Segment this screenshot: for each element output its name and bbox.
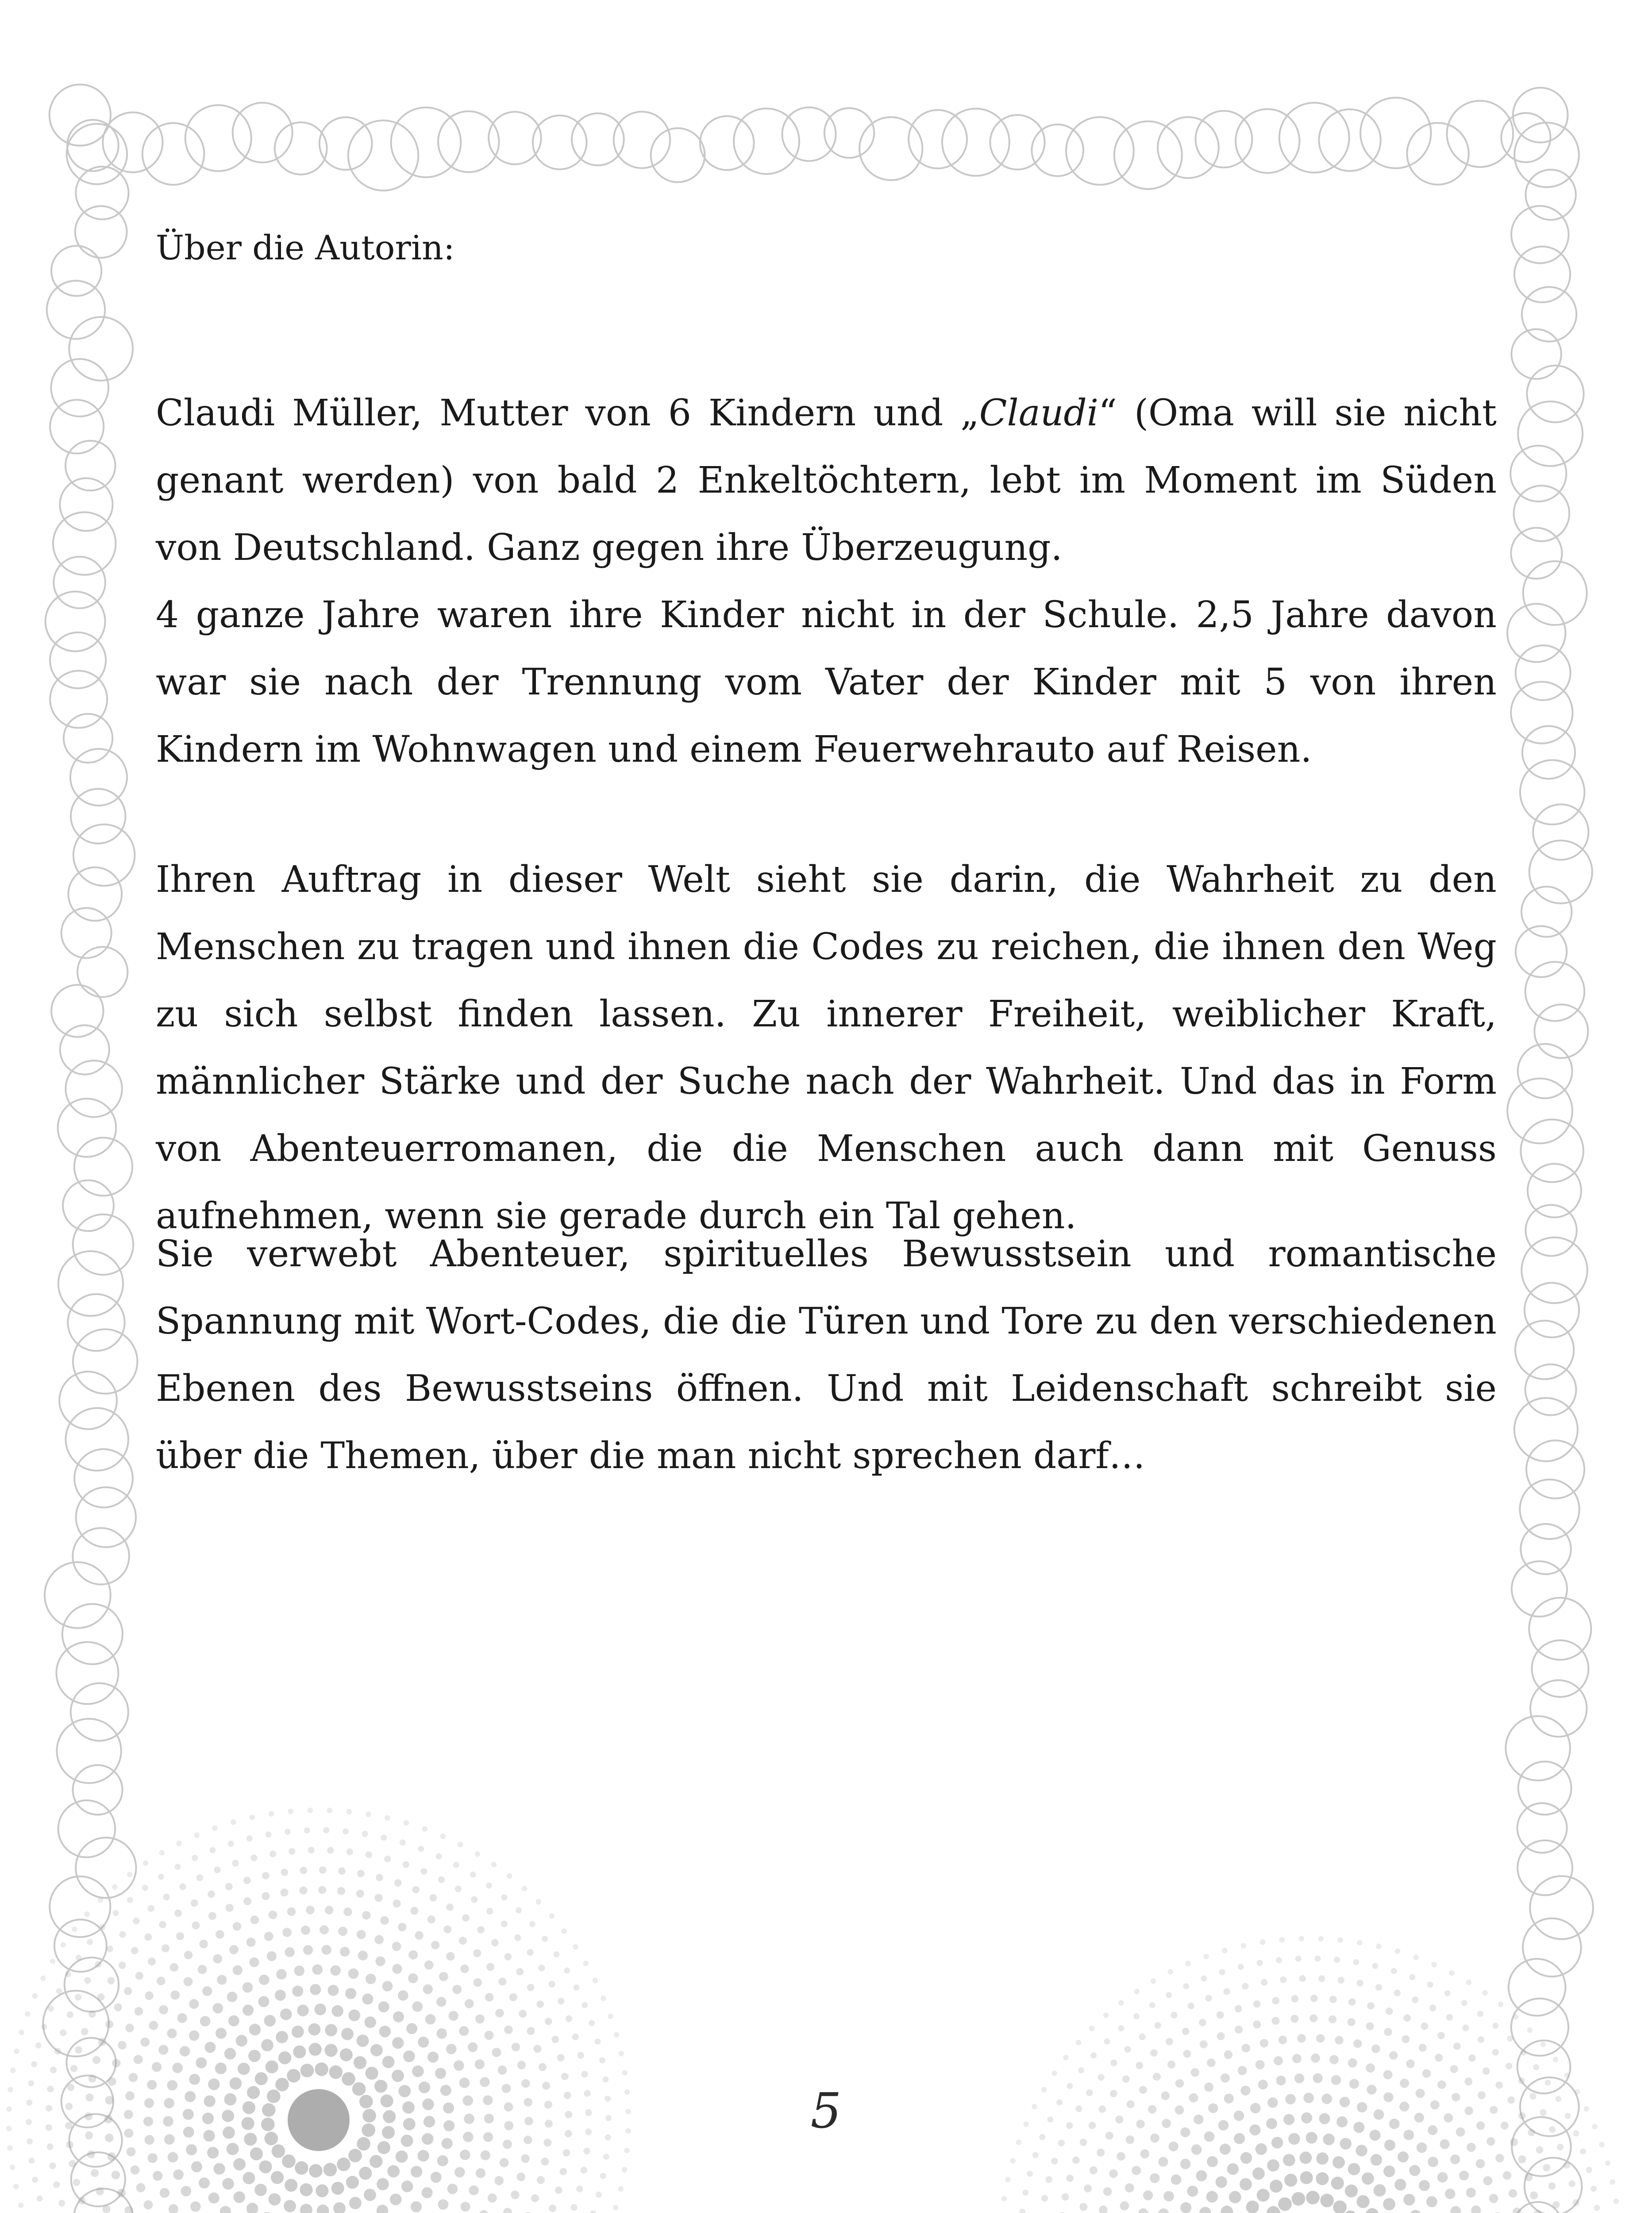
border-circle [1514, 123, 1579, 187]
border-circle [233, 103, 293, 162]
border-circle [1523, 1918, 1581, 1977]
border-circle [1518, 1044, 1572, 1099]
border-circle [1520, 760, 1584, 824]
border-circle [275, 122, 327, 174]
border-circle [734, 108, 799, 174]
border-circle [1158, 117, 1219, 178]
border-circle [68, 867, 122, 921]
border-circle [63, 1180, 114, 1231]
border-circle [1532, 1640, 1588, 1697]
border-circle [1527, 366, 1583, 422]
border-circle [50, 400, 104, 453]
mandala-ornament [997, 1936, 1622, 2213]
border-circle [1517, 1803, 1567, 1853]
border-circle [1516, 645, 1571, 700]
border-circle [50, 85, 111, 146]
border-circle [1279, 103, 1349, 173]
border-circle [65, 441, 116, 491]
border-circle [1511, 528, 1562, 578]
border-circle [76, 166, 128, 219]
border-circle [1529, 1598, 1591, 1660]
border-circle [75, 206, 127, 258]
border-circle [54, 1920, 107, 1972]
border-circle [1516, 926, 1567, 977]
border-circle [51, 246, 101, 296]
border-circle [68, 1294, 124, 1351]
mandala-ornament [6, 1808, 631, 2213]
author-bio-paragraph-3: Sie verwebt Abenteuer, spirituelles Bewusstsein und romantische Spannung mit Wort-Codes, die die Türen und Tore zu den verschiedenen Ebenen des Bewusstseins öffnen. Und mit Leidenschaft schreibt sie über die Themen, über die man nicht sprechen darf… [156, 1233, 1497, 1477]
author-bio-paragraph-1 [156, 380, 1497, 783]
border-circle [1518, 1762, 1571, 1815]
border-circle [1533, 804, 1588, 860]
border-circle [67, 120, 119, 171]
border-circle [69, 317, 133, 381]
border-circle [47, 281, 105, 339]
border-circle [1511, 206, 1568, 263]
border-circle [1114, 121, 1182, 189]
border-circle [65, 1958, 119, 2012]
border-circle [1514, 247, 1570, 302]
border-circle [73, 825, 135, 886]
border-circle [58, 1800, 115, 1858]
border-circle [59, 1372, 117, 1429]
border-circle [1521, 1524, 1571, 1574]
border-circle [1511, 1998, 1568, 2055]
border-circle [1530, 1680, 1587, 1737]
border-circle [1525, 2158, 1582, 2213]
border-circle [1513, 88, 1568, 143]
border-circle [74, 2189, 133, 2213]
border-circle [1509, 1959, 1566, 2016]
border-circle [66, 2038, 116, 2087]
border-circle [57, 1719, 121, 1783]
border-circle [58, 1251, 123, 1316]
border-circle [942, 108, 1009, 176]
border-circle [1360, 98, 1431, 169]
border-circle [77, 947, 127, 997]
border-circle [1525, 1365, 1576, 1415]
border-circle [1196, 111, 1252, 167]
border-circle [1447, 101, 1513, 167]
border-circle [438, 111, 499, 172]
border-circle [1521, 887, 1571, 937]
border-circle [1506, 1716, 1570, 1781]
border-circle [54, 557, 105, 609]
border-circle [1518, 401, 1583, 466]
border-circle [73, 1214, 133, 1275]
border-circle [391, 108, 461, 177]
border-circle [700, 116, 754, 170]
border-circle [1530, 1876, 1593, 1939]
border-circle [1521, 1238, 1587, 1303]
border-circle [824, 108, 874, 158]
border-circle [782, 108, 836, 161]
border-circle [1521, 1119, 1583, 1182]
border-circle [1525, 1283, 1579, 1337]
border-circle [1529, 840, 1592, 903]
border-circle [60, 478, 112, 531]
border-circle [185, 105, 251, 171]
border-circle [74, 1137, 132, 1195]
border-circle [1407, 123, 1468, 185]
border-circle [58, 1099, 116, 1157]
heading-text: Über die Autorin: [156, 228, 455, 267]
border-circle [70, 749, 127, 806]
border-circle [909, 110, 967, 169]
border-circle [1514, 486, 1570, 541]
border-circle [50, 632, 106, 688]
border-circle [71, 1683, 128, 1741]
border-circle [990, 115, 1044, 170]
border-circle [1523, 561, 1587, 625]
section-heading [156, 215, 1497, 281]
border-circle [1319, 109, 1380, 171]
border-circle [142, 123, 204, 185]
author-bio-paragraph-2: Ihren Auftrag in dieser Welt sieht sie darin, die Wahrheit zu den Menschen zu tragen und ihnen die Codes zu reichen, die ihnen den Weg zu sich selbst finden lassen. Zu innerer Freiheit, weiblicher Kraft, männlicher Stärke und der Suche nach der Wahrheit. Und das in Form von Abenteuerromanen, die die Menschen auch dann mit Genuss aufnehmen, wenn sie gerade durch ein Tal gehen. [156, 859, 1497, 1237]
border-circle [1522, 726, 1575, 779]
border-circle [1525, 962, 1585, 1021]
border-circle [65, 1408, 128, 1470]
border-circle [489, 112, 541, 165]
border-circle [1525, 1205, 1576, 1256]
border-circle [1520, 1480, 1579, 1539]
page-number: 5 [810, 2082, 842, 2139]
border-circle [1512, 1561, 1567, 1616]
nickname-italic: Claudi [979, 392, 1099, 434]
border-circle [320, 117, 372, 170]
bio-intro: Claudi Müller, Mutter von 6 Kindern und „Claudi“ (Oma will sie nicht genant werden) von bald 2 Enkeltöchtern, lebt im Moment im Süden von Deutschland. Ganz gegen ihre Überzeugung. [156, 392, 1497, 569]
border-circle [62, 908, 112, 958]
border-circle [67, 124, 127, 184]
border-circle [1032, 124, 1083, 176]
border-circle [76, 1838, 136, 1898]
border-circle [71, 789, 126, 844]
border-circle [1528, 1164, 1581, 1217]
border-circle [1514, 2202, 1563, 2213]
border-circle [74, 1449, 133, 1507]
border-circle [53, 512, 116, 575]
border-circle [1501, 113, 1550, 162]
border-circle [60, 1025, 109, 1074]
border-circle [62, 1604, 123, 1664]
border-circle [73, 1765, 122, 1815]
border-circle [1511, 682, 1572, 743]
border-circle [1507, 604, 1565, 662]
border-circle [572, 113, 624, 166]
border-circle [65, 1060, 122, 1117]
border-circle [51, 359, 108, 416]
border-circle [1534, 1004, 1588, 1058]
border-circle [56, 1642, 118, 1704]
border-circle [50, 1876, 110, 1937]
border-circle [71, 2152, 125, 2206]
border-circle [1510, 446, 1566, 501]
border-circle [73, 1329, 137, 1393]
border-circle [50, 671, 107, 728]
border-circle [1526, 1440, 1584, 1498]
border-circle [1236, 109, 1299, 173]
border-circle [76, 1487, 136, 1547]
border-circle [651, 128, 705, 182]
border-circle [1522, 287, 1576, 341]
border-circle [45, 1562, 111, 1628]
border-circle [1517, 1840, 1572, 1895]
border-circle [43, 1991, 108, 2056]
border-circle [64, 714, 112, 763]
border-circle [1514, 1398, 1578, 1461]
border-circle [533, 116, 587, 170]
border-circle [51, 985, 103, 1037]
border-circle [1066, 117, 1134, 185]
border-circle [1507, 1079, 1572, 1144]
bio-travel: 4 ganze Jahre waren ihre Kinder nicht in der Schule. 2,5 Jahre davon war sie nach der Trennung vom Vater der Kinder mit 5 von ihren Kindern im Wohnwagen und einem Feuerwehrauto auf Reisen. [156, 594, 1497, 771]
border-circle [103, 112, 162, 172]
border-circle [1511, 329, 1561, 379]
border-circle [46, 592, 105, 652]
border-circle [1525, 170, 1575, 220]
border-circle [1515, 1321, 1574, 1379]
border-circle [73, 1528, 129, 1585]
border-circle [614, 112, 670, 168]
border-circle [348, 120, 418, 190]
border-circle [859, 117, 922, 180]
